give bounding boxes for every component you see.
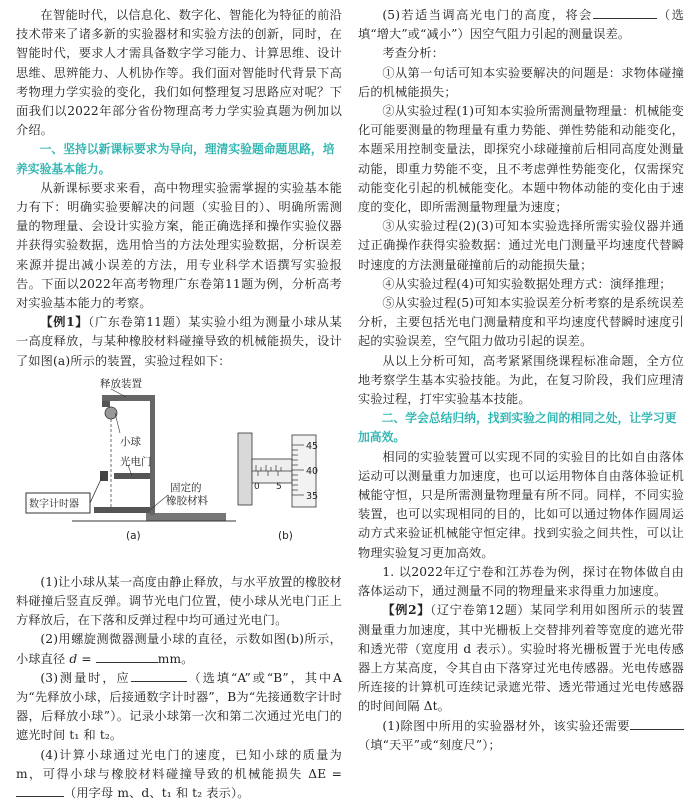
answer-blank-d[interactable]	[96, 650, 158, 663]
q2-unit: mm。	[157, 651, 194, 666]
analysis-item-5: ⑤从实验过程(5)可知本实验误差分析考察的是系统误差分析，主要包括光电门测量精度和平均速度代替瞬时速度引起的实验误差，空气阻力做功引起的误差。	[358, 296, 684, 349]
scale-35: 35	[306, 490, 319, 502]
example-1	[16, 313, 342, 371]
q2-var: d =	[69, 651, 92, 666]
release-arm	[102, 395, 154, 401]
example-intro: 1. 以2022年辽宁卷和江苏卷为例，探讨在物体做自由落体运动下，通过测量不同的物理量来求得重力加速度。	[358, 564, 684, 599]
question-2	[16, 630, 342, 668]
q2-text: (2)用螺旋测微器测量小球的直径，示数如图(b)所示，小球直径	[16, 632, 342, 666]
scale-0: 0	[254, 481, 260, 492]
stand-pole	[150, 395, 155, 515]
apparatus-diagram	[16, 373, 342, 573]
left-column	[16, 6, 342, 803]
example-2-label: 【例2】	[382, 603, 431, 618]
caption-a: (a)	[126, 529, 141, 542]
label-rubber-1: 固定的	[170, 481, 202, 494]
q5-options: （选填“增大”或“减小”）因空气阻力引起的测量误差。	[358, 8, 684, 42]
answer-blank-error[interactable]	[593, 6, 657, 19]
label-ball: 小球	[120, 435, 141, 448]
label-timer: 数字计时器	[29, 498, 79, 510]
rubber-shape	[94, 507, 150, 513]
scale-45: 45	[306, 440, 319, 452]
experiment-figures	[16, 373, 342, 573]
q5-text: (5)若适当调高光电门的高度，将会	[382, 8, 593, 22]
label-rubber-2: 橡胶材料	[166, 494, 208, 507]
analysis-item-1: ①从第一句话可知本实验要解决的问题是：求物体碰撞后的机械能损失；	[358, 65, 684, 99]
question-1: (1)让小球从某一高度由静止释放，与水平放置的橡胶材料碰撞后竖直反弹。调节光电门位置，使小球从光电门正上方释放后，在下落和反弹过程中均可通过光电门。	[16, 574, 342, 628]
common-ground-paragraph: 相同的实验装置可以实现不同的实验目的比如自由落体运动可以测量重力加速度，也可以运用物体自由落体验证机械能守恒，只是所需测量物理量有所不同。同样，不同实验装置，也可以实现相同的目的，比如可以通过物体作圆周运动方式来验证机械能守恒定律。找到实验之间共性，可以让物理实验复习更加高效。	[358, 449, 684, 560]
analysis-item-4: ④从实验过程(4)可知实验数据处理方式：演绎推理；	[382, 276, 672, 291]
label-release: 释放装置	[100, 377, 142, 390]
analysis-item-3: ③从实验过程(2)(3)可知本实验选择所需实验仪器并通过正确操作获得实验数据：通过光电门测量平均速度代替瞬时速度的方法测量碰撞前后的动能损失量；	[358, 219, 684, 272]
summary-paragraph: 从以上分析可知，高考紧紧围绕课程标准命题，全方位地考察学生基本实验技能。为此，在复习阶段，我们应理清实验过程，打牢实验基本技能。	[358, 353, 684, 407]
example-2	[358, 601, 684, 716]
analysis-item-2: ②从实验过程(1)可知本实验所需测量物理量：机械能变化可能要测量的物理量有重力势能、弹性势能和动能变化，本题采用控制变量法，即探究小球碰撞前后相同高度处测量动能，即重力势能不变，且不考虑弹性势能变化，仅需探究动能变化引起的机械能变化。本题中物体动能的变化由于速度的变化，即所需测量物理量为速度；	[358, 104, 684, 215]
question-4	[16, 746, 342, 803]
q6-options: （填“天平”或“刻度尺”）；	[358, 737, 501, 752]
q3-text: (3)测量时，应	[40, 670, 131, 685]
q4-text: (4)计算小球通过光电门的速度，已知小球的质量为 m，可得小球与橡胶材料碰撞导致的机械能损失 ΔE =	[16, 747, 342, 781]
q4-hint: （用字母 m、d、t₁ 和 t₂ 表示）。	[64, 786, 250, 801]
section-heading-1: 一、坚持以新课标要求为导向，理清实验题命题思路，培养实验基本能力。	[16, 142, 335, 176]
answer-blank-order[interactable]	[131, 669, 187, 682]
question-6	[358, 717, 684, 755]
caption-b: (b)	[278, 529, 293, 542]
question-5	[358, 6, 684, 44]
example-2-text: （辽宁卷第12题）某同学利用如图所示的装置测量重力加速度，其中光栅板上交替排列着等宽度的遮光带和透光带（宽度用 d 表示）。实验时将光栅板置于光电传感器上方某高度，令其自由下落穿过光电传感器。光电传感器所连接的计算机可连续记录遮光带、透光带通过光电传感器的时间间隔 Δt。	[358, 603, 684, 714]
scale-40: 40	[306, 465, 319, 477]
answer-blank-energy[interactable]	[16, 784, 64, 797]
example-1-label: 【例1】	[40, 315, 89, 330]
label-photogate: 光电门	[120, 455, 152, 468]
answer-blank-instrument[interactable]	[630, 717, 684, 730]
micrometer-sleeve-left	[238, 433, 252, 505]
stand-base	[146, 513, 226, 521]
example-1-text: （广东卷第11题）某实验小组为测量小球从某一高度释放，与某种橡胶材料碰撞导致的机械能损失，设计了如图(a)所示的装置，实验过程如下：	[16, 315, 342, 368]
section-heading-2: 二、学会总结归纳，找到实验之间的相同之处，让学习更加高效。	[358, 411, 677, 445]
scale-5: 5	[276, 481, 282, 492]
q3-options: （选填“A”或“B”，其中A为“先释放小球，后接通数字计时器”，B为“先接通数字计时器，后释放小球”）。记录小球第一次和第二次通过光电门的遮光时间 t₁ 和 t₂。	[16, 670, 342, 743]
intro-paragraph: 在智能时代，以信息化、数字化、智能化为特征的前沿技术带来了诸多新的实验器材和实验方法的创新，同时，在智能时代，要求人才需具备数字学习能力、计算思维、设计思维、思辨能力、人机协作等。我们面对智能时代背景下高考物理力学实验的变化，我们如何整理复习思路应对呢？下面我们以2022年部分省份物理高考力学实验真题为例加以介绍。	[16, 8, 342, 138]
q6-text: (1)除图中所用的实验器材外，该实验还需要	[382, 718, 630, 733]
right-column	[358, 6, 684, 755]
question-3	[16, 669, 342, 746]
analysis-title: 考查分析：	[382, 46, 445, 61]
basic-ability-paragraph: 从新课标要求来看，高中物理实验需掌握的实验基本能力有下：明确实验要解决的问题（实验目的）、明确所需测量的物理量、会设计实验方案，能正确选择和操作实验仪器并获得实验数据，选用恰当的方法处理实验数据，分析误差来源并提出减小误差的方法，用专业科学术语撰写实验报告。下面以2022年高考物理广东卷第11题为例，分析高考对实验基本能力的考察。	[16, 180, 342, 311]
